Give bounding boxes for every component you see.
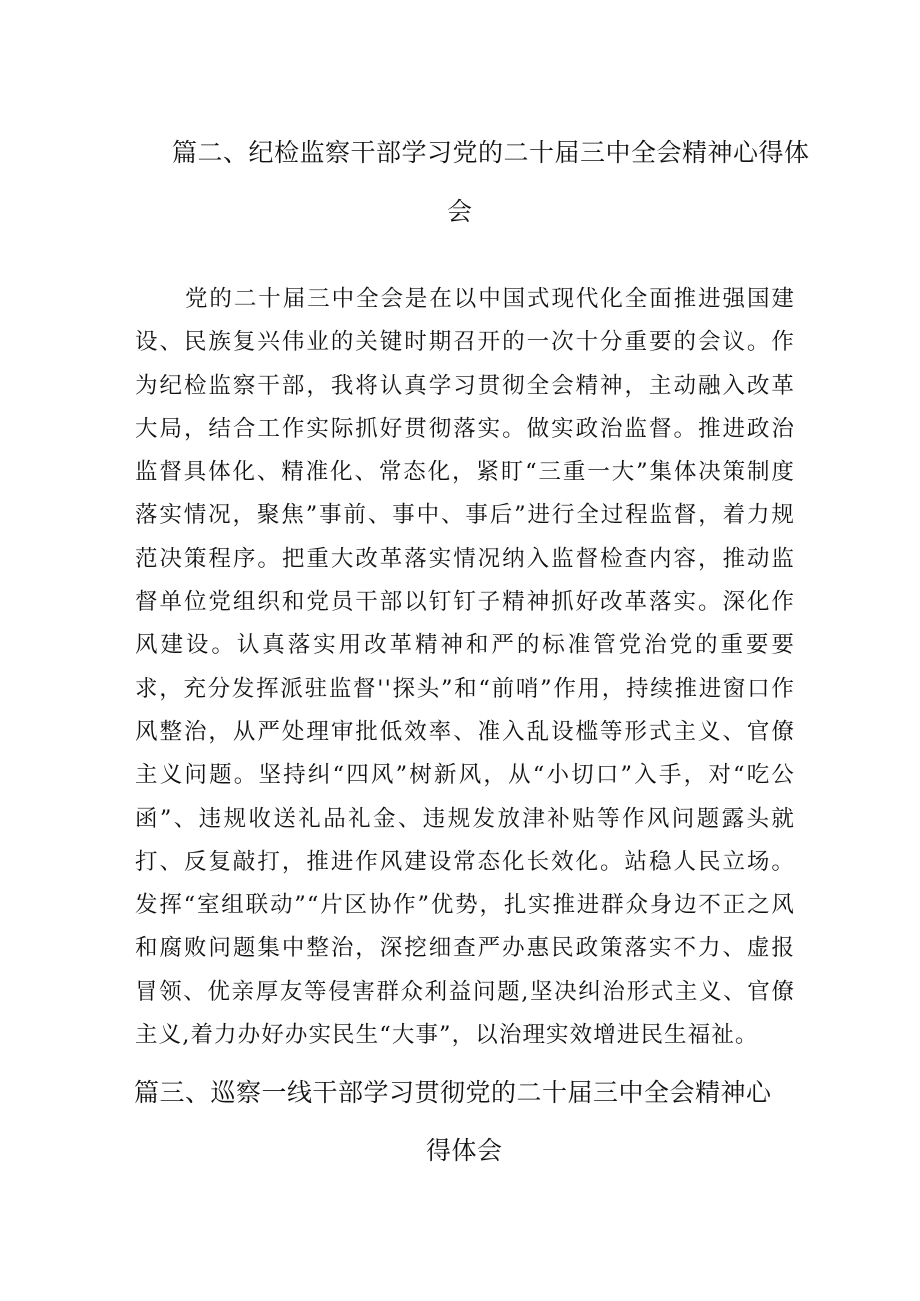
section2-title-line1: 篇二、纪检监察干部学习党的二十届三中全会精神心得体 (172, 138, 810, 167)
section2-body-paragraph: 党的二十届三中全会是在以中国式现代化全面推进强国建设、民族复兴伟业的关键时期召开的一次十分重要的会议。作为纪检监察干部，我将认真学习贯彻全会精神，主动融入改革大局，结合工作实际抓好贯彻落实。做实政治监督。推进政治监督具体化、精准化、常态化，紧盯“三重一大”集体决策制度落实情况，聚焦”事前、事中、事后”进行全过程监督，着力规范决策程序。把重大改革落实情况纳入监督检查内容，推动监督单位党组织和党员干部以钉钉子精神抓好改革落实。深化作风建设。认真落实用改革精神和严的标准管党治党的重要要求，充分发挥派驻监督''探头”和“前哨”作用，持续推进窗口作风整治，从严处理审批低效率、准入乱设槛等形式主义、官僚主义问题。坚持纠“四风”树新风，从“小切口”入手，对“吃公函”、违规收送礼品礼金、违规发放津补贴等作风问题露头就打、反复敲打，推进作风建设常态化长效化。站稳人民立场。发挥“室组联动”“片区协作”优势，扎实推进群众身边不正之风和腐败问题集中整治，深挖细查严办惠民政策落实不力、虚报冒领、优亲厚友等侵害群众利益问题,坚决纠治形式主义、官僚主义,着力办好办实民生“大事”，以治理实效增进民生福祉。 (135, 286, 795, 1049)
section3-title-line1: 篇三、巡察一线干部学习贯彻党的二十届三中全会精神心 (134, 1078, 772, 1107)
section2-title-line2: 会 (447, 197, 473, 226)
section3-title-line2: 得体会 (426, 1136, 503, 1165)
